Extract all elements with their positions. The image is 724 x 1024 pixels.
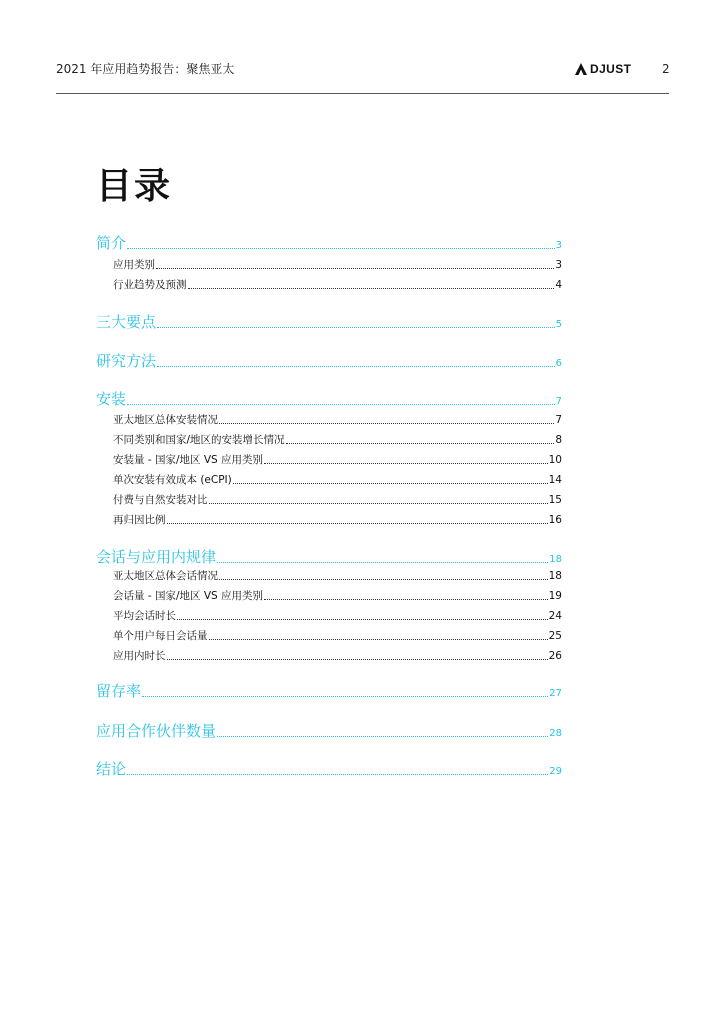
- toc-leader-dots: [286, 442, 555, 444]
- toc-leader-dots: [127, 773, 548, 775]
- toc-subsection-title: 付费与自然安装对比: [113, 494, 208, 506]
- toc-subsection-entry[interactable]: [113, 514, 562, 527]
- toc-section-title: 结论: [96, 760, 127, 778]
- toc-subsection-entry[interactable]: [113, 279, 562, 292]
- toc-subsection-entry[interactable]: [113, 610, 562, 623]
- toc-section-entry[interactable]: [96, 722, 562, 740]
- toc-section-title: 会话与应用内规律: [96, 548, 217, 566]
- toc-page-number: 18: [549, 554, 562, 565]
- toc-subsection-entry[interactable]: [113, 414, 562, 427]
- toc-subsection-entry[interactable]: [113, 454, 562, 467]
- toc-page-number: 29: [549, 766, 562, 777]
- toc-page-number: 24: [548, 610, 562, 622]
- toc-leader-dots: [142, 695, 548, 697]
- toc-leader-dots: [156, 267, 554, 269]
- page-number: 2: [662, 62, 670, 76]
- toc-leader-dots: [219, 578, 548, 580]
- toc-leader-dots: [209, 502, 548, 504]
- toc-heading: 目录: [96, 166, 173, 207]
- toc-leader-dots: [233, 482, 548, 484]
- toc-leader-dots: [217, 735, 548, 737]
- toc-subsection-title: 行业趋势及预测: [113, 279, 187, 291]
- toc-section-entry[interactable]: [96, 352, 562, 370]
- toc-subsection-title: 再归因比例: [113, 514, 166, 526]
- toc-leader-dots: [264, 462, 548, 464]
- toc-page-number: 3: [555, 240, 562, 251]
- toc-section-title: 安装: [96, 390, 127, 408]
- toc-subsection-title: 亚太地区总体安装情况: [113, 414, 218, 426]
- toc-leader-dots: [157, 326, 555, 328]
- toc-subsection-title: 单个用户每日会话量: [113, 630, 208, 642]
- toc-leader-dots: [217, 561, 548, 563]
- document-title: 2021 年应用趋势报告：聚焦亚太: [56, 62, 235, 76]
- toc-leader-dots: [127, 247, 555, 249]
- toc-page-number: 25: [548, 630, 562, 642]
- toc-subsection-title: 安装量 - 国家/地区 VS 应用类别: [113, 454, 264, 466]
- toc-subsection-title: 不同类别和国家/地区的安装增长情况: [113, 434, 285, 446]
- toc-page-number: 14: [548, 474, 562, 486]
- toc-section-entry[interactable]: [96, 234, 562, 252]
- toc-page-number: 18: [548, 570, 562, 582]
- toc-subsection-entry[interactable]: [113, 570, 562, 583]
- toc-page-number: 28: [549, 728, 562, 739]
- toc-page-number: 19: [548, 590, 562, 602]
- toc-subsection-title: 单次安装有效成本 (eCPI): [113, 474, 232, 486]
- toc-section-title: 留存率: [96, 682, 142, 700]
- toc-subsection-entry[interactable]: [113, 630, 562, 643]
- toc-section-title: 简介: [96, 234, 127, 252]
- toc-leader-dots: [188, 287, 555, 289]
- toc-leader-dots: [219, 422, 554, 424]
- toc-leader-dots: [127, 403, 555, 405]
- toc-section-title: 应用合作伙伴数量: [96, 722, 217, 740]
- toc-page-number: 10: [548, 454, 562, 466]
- toc-page-number: 8: [555, 434, 562, 446]
- toc-section-entry[interactable]: [96, 548, 562, 566]
- toc-section-entry[interactable]: [96, 760, 562, 778]
- toc-subsection-entry[interactable]: [113, 494, 562, 507]
- toc-page-number: 16: [548, 514, 562, 526]
- toc-leader-dots: [167, 658, 548, 660]
- toc-section-entry[interactable]: [96, 682, 562, 700]
- toc-page-number: 5: [555, 319, 562, 330]
- toc-subsection-entry[interactable]: [113, 434, 562, 447]
- toc-subsection-entry[interactable]: [113, 590, 562, 603]
- toc-section-title: 研究方法: [96, 352, 157, 370]
- toc-leader-dots: [157, 365, 555, 367]
- toc-leader-dots: [209, 638, 548, 640]
- toc-leader-dots: [177, 618, 548, 620]
- toc-page-number: 6: [555, 358, 562, 369]
- toc-subsection-title: 平均会话时长: [113, 610, 176, 622]
- toc-subsection-title: 应用类别: [113, 259, 155, 271]
- toc-page-number: 27: [549, 688, 562, 699]
- toc-leader-dots: [264, 598, 548, 600]
- toc-page-number: 7: [555, 396, 562, 407]
- toc-page-number: 26: [548, 650, 562, 662]
- toc-page-number: 4: [555, 279, 562, 291]
- toc-section-entry[interactable]: [96, 313, 562, 331]
- logo-wordmark: DJUST: [590, 62, 632, 76]
- toc-section-entry[interactable]: [96, 390, 562, 408]
- toc-subsection-entry[interactable]: [113, 259, 562, 272]
- toc-page-number: 15: [548, 494, 562, 506]
- toc-subsection-title: 应用内时长: [113, 650, 166, 662]
- toc-section-title: 三大要点: [96, 313, 157, 331]
- toc-subsection-entry[interactable]: [113, 474, 562, 487]
- toc-subsection-entry[interactable]: [113, 650, 562, 663]
- toc-page-number: 3: [555, 259, 562, 271]
- toc-subsection-title: 会话量 - 国家/地区 VS 应用类别: [113, 590, 264, 602]
- toc-subsection-title: 亚太地区总体会话情况: [113, 570, 218, 582]
- toc-leader-dots: [167, 522, 548, 524]
- toc-page-number: 7: [555, 414, 562, 426]
